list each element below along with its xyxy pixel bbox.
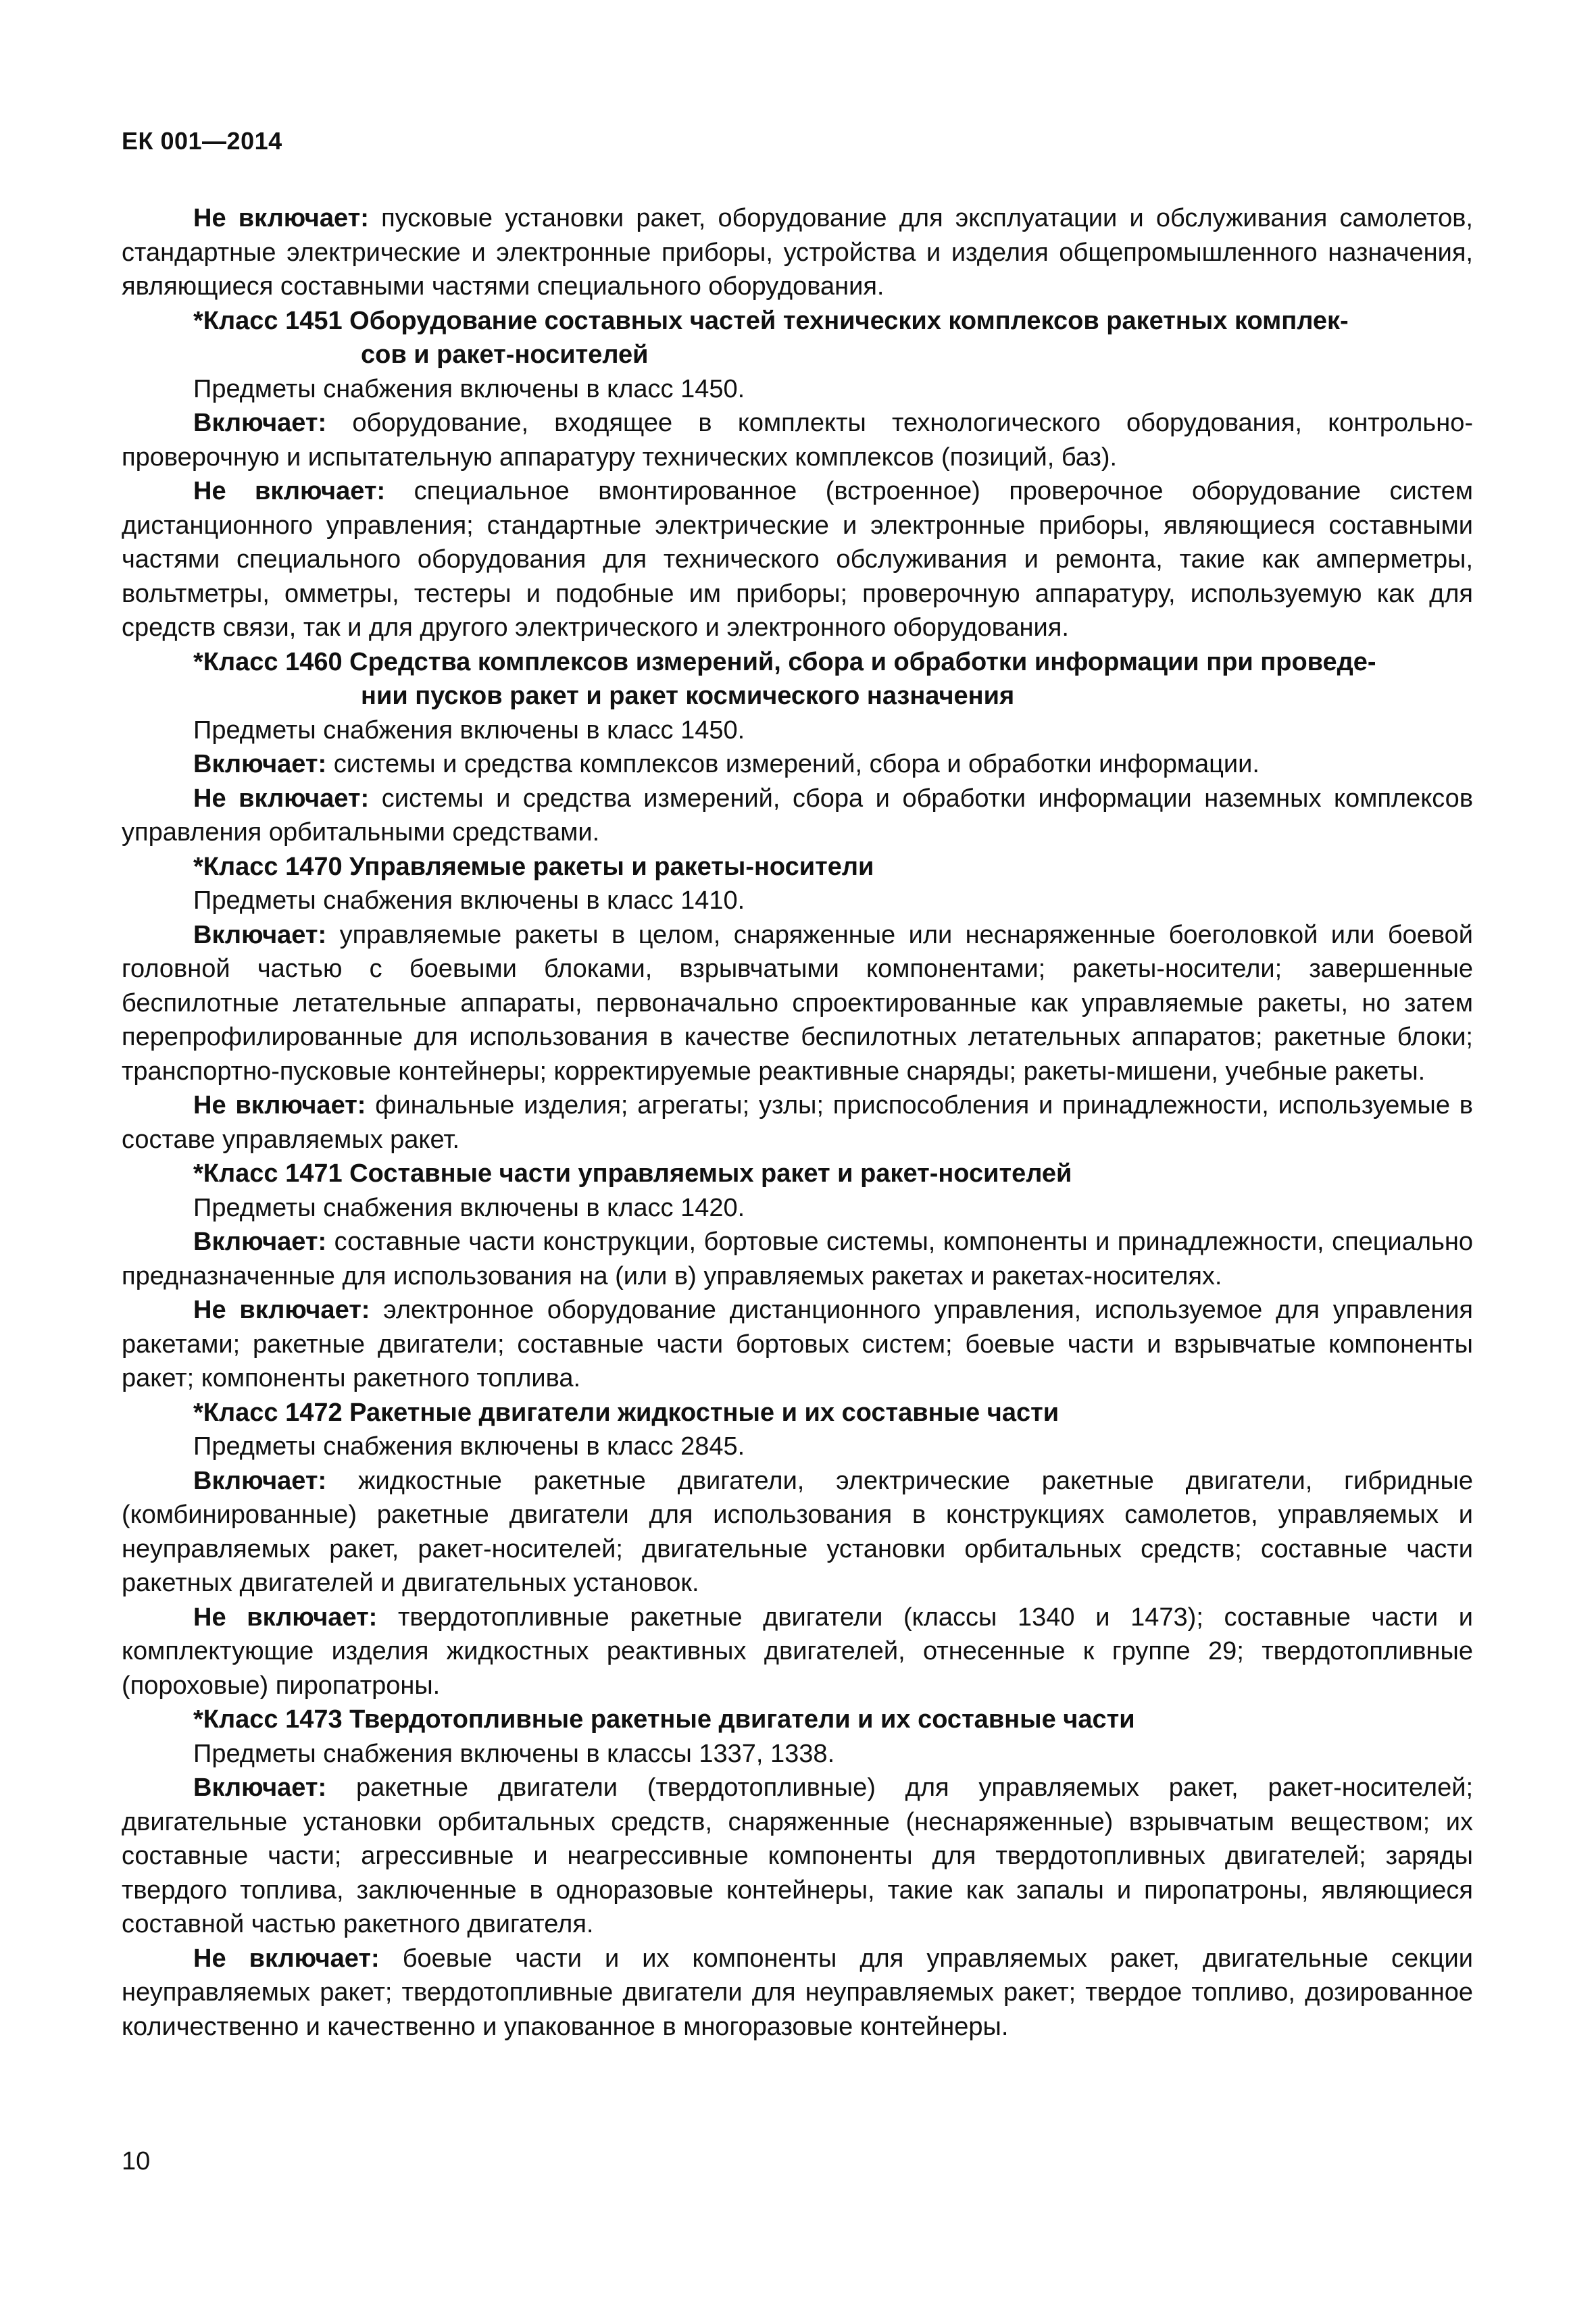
- label-includes: Включает:: [193, 750, 327, 778]
- class-heading-1471: [122, 1157, 1473, 1191]
- label-excludes: Не включает:: [193, 477, 386, 505]
- paragraph-supply-items: [122, 372, 1473, 407]
- paragraph-supply-items: [122, 1430, 1473, 1464]
- label-includes: Включает:: [193, 1774, 327, 1802]
- heading-line: *Класс 1472 Ракетные двигатели жидкостные и их составные части: [193, 1398, 1059, 1427]
- label-excludes: Не включает:: [193, 1603, 378, 1632]
- heading-line: *Класс 1471 Составные части управляемых ракет и ракет-носителей: [193, 1159, 1072, 1188]
- document-code: ЕК 001—2014: [122, 127, 282, 155]
- paragraph-text: твердотопливные ракетные двигатели (классы 1340 и 1473); составные части и комплектующие изделия жидкостных реактивных двигателей, отнесенные к группе 29; твердотопливные (пороховые) пиропатроны.: [122, 1603, 1474, 1700]
- paragraph-text: Предметы снабжения включены в класс 1450.: [193, 374, 745, 403]
- paragraph-supply-items: [122, 1737, 1473, 1771]
- paragraph-text: ракетные двигатели (твердотопливные) для управляемых ракет, ракет-носителей; двигательные установки орбитальных средств, снаряженные (неснаряженные) взрывчатым веществом; их составные части; агрессивные и неагрессивные компоненты для твердотопливных двигателей; заряды твердого топлива, заключенные в одноразовые контейнеры, такие как запалы и пиропатроны, являющиеся составной частью ракетного двигателя.: [122, 1774, 1474, 1938]
- paragraph-excludes: [122, 1088, 1473, 1157]
- paragraph-text: пусковые установки ракет, оборудование для эксплуатации и обслуживания самолетов, стандартные электрические и электронные приборы, устройства и изделия общепромышленного назначения, являющиеся составными частями специального оборудования.: [122, 204, 1473, 301]
- heading-line: *Класс 1473 Твердотопливные ракетные двигатели и их составные части: [193, 1705, 1135, 1734]
- paragraph-excludes: [122, 1601, 1473, 1703]
- paragraph-text: электронное оборудование дистанционного управления, используемое для управления ракетами; ракетные двигатели; составные части бортовых систем; боевые части и взрывчатые компоненты ракет; компоненты ракетного топлива.: [122, 1296, 1473, 1392]
- paragraph-excludes: [122, 201, 1473, 304]
- paragraph-text: финальные изделия; агрегаты; узлы; приспособления и принадлежности, используемые в составе управляемых ракет.: [122, 1091, 1473, 1154]
- label-excludes: Не включает:: [193, 1296, 370, 1324]
- label-includes: Включает:: [193, 920, 327, 949]
- paragraph-excludes: [122, 1942, 1473, 2044]
- paragraph-includes: [122, 747, 1473, 782]
- paragraph-excludes: [122, 1293, 1473, 1396]
- paragraph-supply-items: [122, 1191, 1473, 1226]
- paragraph-text: оборудование, входящее в комплекты технологического оборудования, контрольно-проверочную и испытательную аппаратуру технических комплексов (позиций, баз).: [122, 409, 1473, 472]
- paragraph-text: специальное вмонтированное (встроенное) проверочное оборудование систем дистанционного управления; стандартные электрические и электронные приборы, являющиеся составными частями специального оборудования для технического обслуживания и ремонта, такие как амперметры, вольтметры, омметры, тестеры и подобные им приборы; проверочную аппаратуру, используемую как для средств связи, так и для другого электрического и электронного оборудования.: [122, 477, 1474, 642]
- paragraph-supply-items: [122, 884, 1473, 918]
- label-excludes: Не включает:: [193, 204, 369, 232]
- class-heading-1473: [122, 1703, 1473, 1737]
- label-includes: Включает:: [193, 409, 327, 437]
- paragraph-text: системы и средства измерений, сбора и обработки информации наземных комплексов управления орбитальными средствами.: [122, 784, 1474, 847]
- paragraph-supply-items: [122, 713, 1473, 748]
- heading-line-continued: нии пусков ракет и ракет космического назначения: [361, 682, 1015, 710]
- paragraph-text: Предметы снабжения включены в класс 1410.: [193, 886, 745, 915]
- label-includes: Включает:: [193, 1228, 327, 1256]
- paragraph-includes: [122, 918, 1473, 1089]
- class-heading-1472: [122, 1396, 1473, 1430]
- document-body: [122, 201, 1473, 2044]
- class-heading-1470: [122, 850, 1473, 884]
- paragraph-text: управляемые ракеты в целом, снаряженные или неснаряженные боеголовкой или боевой головной частью с боевыми блоками, взрывчатыми компонентами; ракеты-носители; завершенные беспилотные летательные аппараты, первоначально спроектированные как управляемые ракеты, но затем перепрофилированные для использования в качестве беспилотных летательных аппаратов; ракетные блоки; транспортно-пусковые контейнеры; корректируемые реактивные снаряды; ракеты-мишени, учебные ракеты.: [122, 920, 1473, 1086]
- paragraph-text: Предметы снабжения включены в класс 1420.: [193, 1193, 745, 1222]
- paragraph-text: Предметы снабжения включены в классы 1337, 1338.: [193, 1739, 835, 1768]
- paragraph-text: Предметы снабжения включены в класс 2845.: [193, 1432, 745, 1461]
- page-number: 10: [122, 2147, 151, 2175]
- paragraph-text: боевые части и их компоненты для управляемых ракет, двигательные секции неуправляемых ракет; твердотопливные двигатели для неуправляемых ракет; твердое топливо, дозированное количественно и качественно и упакованное в многоразовые контейнеры.: [122, 1944, 1473, 2041]
- paragraph-includes: [122, 1464, 1473, 1601]
- class-heading-1451: [122, 304, 1473, 372]
- paragraph-includes: [122, 406, 1473, 474]
- paragraph-text: жидкостные ракетные двигатели, электрические ракетные двигатели, гибридные (комбинированные) ракетные двигатели для использования в конструкциях самолетов, управляемых и неуправляемых ракет, ракет-носителей; двигательные установки орбитальных средств; составные части ракетных двигателей и двигательных установок.: [122, 1466, 1473, 1597]
- paragraph-excludes: [122, 782, 1473, 850]
- heading-line-continued: сов и ракет-носителей: [361, 341, 649, 369]
- heading-line: *Класс 1460 Средства комплексов измерений, сбора и обработки информации при проведе-: [193, 647, 1376, 676]
- paragraph-includes: [122, 1771, 1473, 1942]
- paragraph-excludes: [122, 474, 1473, 645]
- class-heading-1460: [122, 645, 1473, 713]
- label-excludes: Не включает:: [193, 784, 370, 813]
- heading-line: *Класс 1470 Управляемые ракеты и ракеты-носители: [193, 852, 874, 881]
- label-excludes: Не включает:: [193, 1091, 366, 1120]
- label-includes: Включает:: [193, 1466, 327, 1495]
- paragraph-text: Предметы снабжения включены в класс 1450.: [193, 715, 745, 745]
- paragraph-includes: [122, 1225, 1473, 1293]
- paragraph-text: системы и средства комплексов измерений, сбора и обработки информации.: [333, 750, 1260, 778]
- heading-line: *Класс 1451 Оборудование составных частей технических комплексов ракетных комплек-: [193, 306, 1349, 335]
- label-excludes: Не включает:: [193, 1944, 380, 1973]
- paragraph-text: составные части конструкции, бортовые системы, компоненты и принадлежности, специально предназначенные для использования на (или в) управляемых ракетах и ракетах-носителях.: [122, 1228, 1473, 1290]
